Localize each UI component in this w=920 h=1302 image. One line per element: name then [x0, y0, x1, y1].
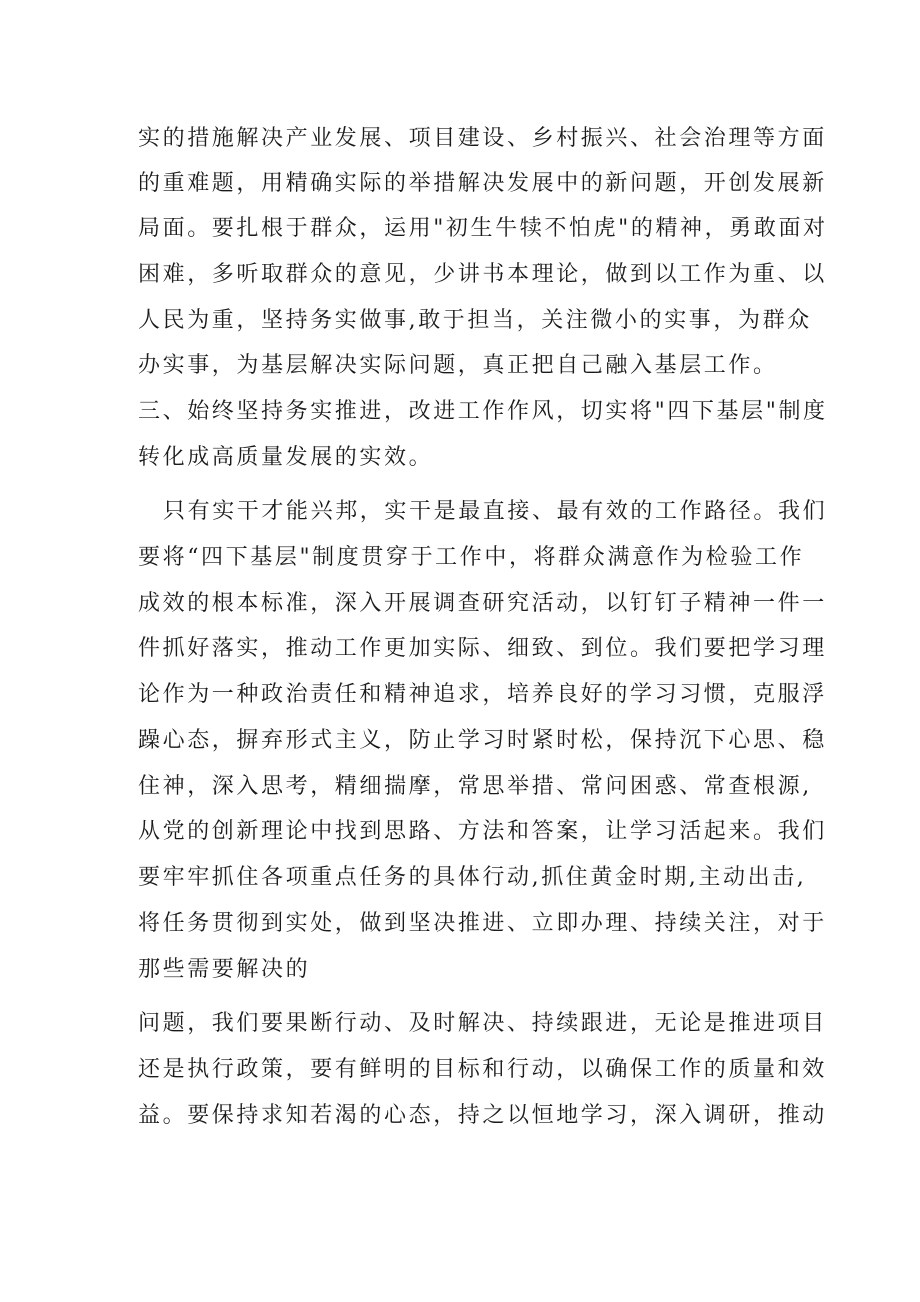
text-line: 要牢牢抓住各项重点任务的具体行动,抓住黄金时期,主动出击,	[138, 865, 807, 890]
text-line: 人民为重，坚持务实做事,敢于担当，关注微小的实事，为群众	[138, 308, 812, 333]
text-line: 住神，深入思考，精细揣摩，常思举措、常问困惑、常查根源,	[138, 774, 812, 799]
text-line: 局面。要扎根于群众，运用"初生牛犊不怕虎"的精神，勇敢面对	[138, 216, 828, 241]
text-line: 问题，我们要果断行动、及时解决、持续跟进，无论是推进项目	[138, 1011, 827, 1036]
text-line: 困难，多听取群众的意见，少讲书本理论，做到以工作为重、以	[138, 262, 827, 287]
text-line: 从党的创新理论中找到思路、方法和答案，让学习活起来。我们	[138, 819, 827, 844]
text-line: 实的措施解决产业发展、项目建设、乡村振兴、社会治理等方面	[138, 126, 827, 151]
section-heading: 三、始终坚持务实推进，改进工作作风，切实将"四下基层"制度	[138, 399, 828, 424]
text-line: 那些需要解决的	[138, 957, 311, 982]
text-line: 益。要保持求知若渴的心态，持之以恒地学习，深入调研，推动	[138, 1103, 827, 1128]
text-line: 的重难题，用精确实际的举措解决发展中的新问题，开创发展新	[138, 171, 827, 196]
text-line: 要将“四下基层"制度贯穿于工作中，将群众满意作为检验工作	[138, 545, 805, 570]
text-line: 成效的根本标准，深入开展调查研究活动，以钉钉子精神一件一	[138, 591, 827, 616]
text-line: 件抓好落实，推动工作更加实际、细致、到位。我们要把学习理	[138, 636, 827, 661]
text-line: 还是执行政策，要有鲜明的目标和行动，以确保工作的质量和效	[138, 1057, 827, 1082]
section-heading: 转化成高质量发展的实效。	[138, 445, 434, 470]
text-line: 将任务贯彻到实处，做到坚决推进、立即办理、持续关注，对于	[138, 911, 827, 936]
text-line: 论作为一种政治责任和精神追求，培养良好的学习习惯，克服浮	[138, 682, 827, 707]
text-line: 办实事，为基层解决实际问题，真正把自己融入基层工作。	[138, 353, 778, 378]
text-line: 只有实干才能兴邦，实干是最直接、最有效的工作路径。我们	[163, 499, 828, 524]
text-line: 躁心态，摒弃形式主义，防止学习时紧时松，保持沉下心思、稳	[138, 728, 827, 753]
